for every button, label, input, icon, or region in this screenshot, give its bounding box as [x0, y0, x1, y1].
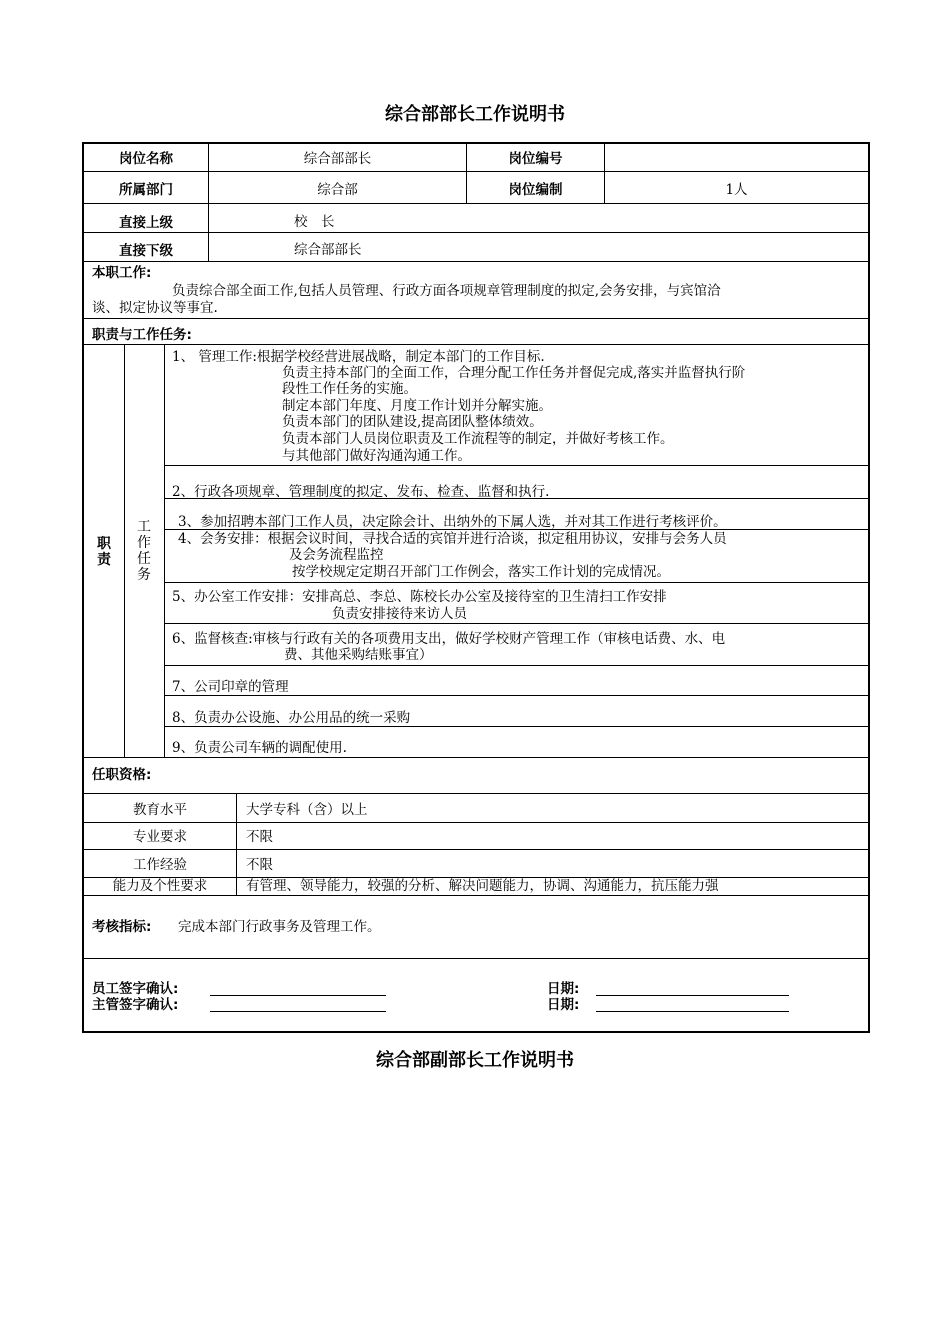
duties-label: 职责与工作任务:	[92, 327, 192, 343]
duty-6-line-1: 6、监督核查:审核与行政有关的各项费用支出，做好学校财产管理工作（审核电话费、水、电	[172, 631, 726, 647]
qualifications-label: 任职资格:	[92, 767, 152, 783]
date-line-1[interactable]	[596, 995, 789, 996]
qual-row-1-value: 大学专科（含）以上	[246, 802, 368, 818]
kpi-label: 考核指标:	[92, 919, 152, 935]
supervisor-signature-line[interactable]	[210, 1011, 386, 1012]
duty-1-line-3: 段性工作任务的实施。	[282, 381, 417, 397]
headcount-value: 1人	[725, 182, 748, 198]
duty-1-line-6: 负责本部门人员岗位职责及工作流程等的制定，并做好考核工作。	[282, 431, 674, 447]
kpi-value: 完成本部门行政事务及管理工作。	[178, 919, 381, 935]
job-description-table	[82, 142, 870, 1033]
duty-1-line-4: 制定本部门年度、月度工作计划并分解实施。	[282, 398, 552, 414]
page-title: 综合部部长工作说明书	[385, 104, 565, 125]
supervisor-signature-label: 主管签字确认:	[92, 997, 179, 1013]
duty-1-line-7: 与其他部门做好沟通沟通工作。	[282, 448, 471, 464]
duty-9-line-1: 9、负责公司车辆的调配使用.	[172, 740, 347, 756]
duty-5-line-1: 5、办公室工作安排：安排高总、李总、陈校长办公室及接待室的卫生清扫工作安排	[172, 589, 667, 605]
next-page-title: 综合部副部长工作说明书	[376, 1050, 574, 1071]
duty-1-line-5: 负责本部门的团队建设,提高团队整体绩效。	[282, 414, 543, 430]
duty-5-line-2: 负责安排接待来访人员	[332, 606, 467, 622]
job-summary-line1: 负责综合部全面工作,包括人员管理、行政方面各项规章管理制度的拟定,会务安排，与宾馆洽	[172, 283, 721, 299]
post-name-value: 综合部部长	[303, 151, 372, 167]
superior-value: 校 长	[294, 214, 335, 230]
duty-4-line-3: 按学校规定定期召开部门工作例会，落实工作计划的完成情况。	[292, 564, 670, 580]
duty-1-line-2: 负责主持本部门的全面工作，合理分配工作任务并督促完成,落实并监督执行阶	[282, 365, 746, 381]
job-summary-line2: 谈、拟定协议等事宜.	[92, 300, 218, 316]
dept-label: 所属部门	[119, 182, 173, 198]
qual-row-4-name: 能力及个性要求	[112, 878, 208, 894]
qual-row-4-value: 有管理、领导能力，较强的分析、解决问题能力，协调、沟通能力，抗压能力强	[246, 878, 719, 894]
dept-value: 综合部	[317, 182, 358, 198]
duty-2-line-1: 2、行政各项规章、管理制度的拟定、发布、检查、监督和执行.	[172, 484, 550, 500]
subordinate-label: 直接下级	[119, 243, 173, 259]
post-name-label: 岗位名称	[119, 151, 173, 167]
date-line-2[interactable]	[596, 1011, 789, 1012]
duties-sub-label: 工 作 任 务	[137, 519, 151, 583]
post-no-label: 岗位编号	[508, 151, 563, 167]
qual-row-3-name: 工作经验	[133, 857, 187, 873]
job-summary-label: 本职工作:	[92, 265, 152, 281]
headcount-label: 岗位编制	[508, 182, 563, 198]
employee-signature-line[interactable]	[210, 995, 386, 996]
duty-4-line-1: 4、会务安排：根据会议时间，寻找合适的宾馆并进行洽谈，拟定租用协议，安排与会务人员	[178, 531, 727, 547]
duty-3-line-1: 3、参加招聘本部门工作人员，决定除会计、出纳外的下属人选，并对其工作进行考核评价。	[178, 514, 727, 530]
duty-4-line-2: 及会务流程监控	[289, 547, 384, 563]
duty-8-line-1: 8、负责办公设施、办公用品的统一采购	[172, 710, 411, 726]
superior-label: 直接上级	[119, 215, 173, 231]
date-label-2: 日期:	[547, 997, 580, 1013]
duty-7-line-1: 7、公司印章的管理	[172, 679, 289, 695]
duty-6-line-2: 费、其他采购结账事宜）	[284, 647, 433, 663]
qual-row-2-value: 不限	[246, 829, 273, 845]
duties-side-label: 职 责	[97, 536, 111, 568]
employee-signature-label: 员工签字确认:	[92, 981, 179, 997]
qual-row-3-value: 不限	[246, 857, 273, 873]
qual-row-1-name: 教育水平	[133, 802, 187, 818]
duty-1-line-1: 1、 管理工作:根据学校经营进展战略，制定本部门的工作目标.	[172, 349, 545, 365]
date-label-1: 日期:	[547, 981, 580, 997]
subordinate-value: 综合部部长	[294, 242, 362, 258]
qual-row-2-name: 专业要求	[133, 829, 187, 845]
